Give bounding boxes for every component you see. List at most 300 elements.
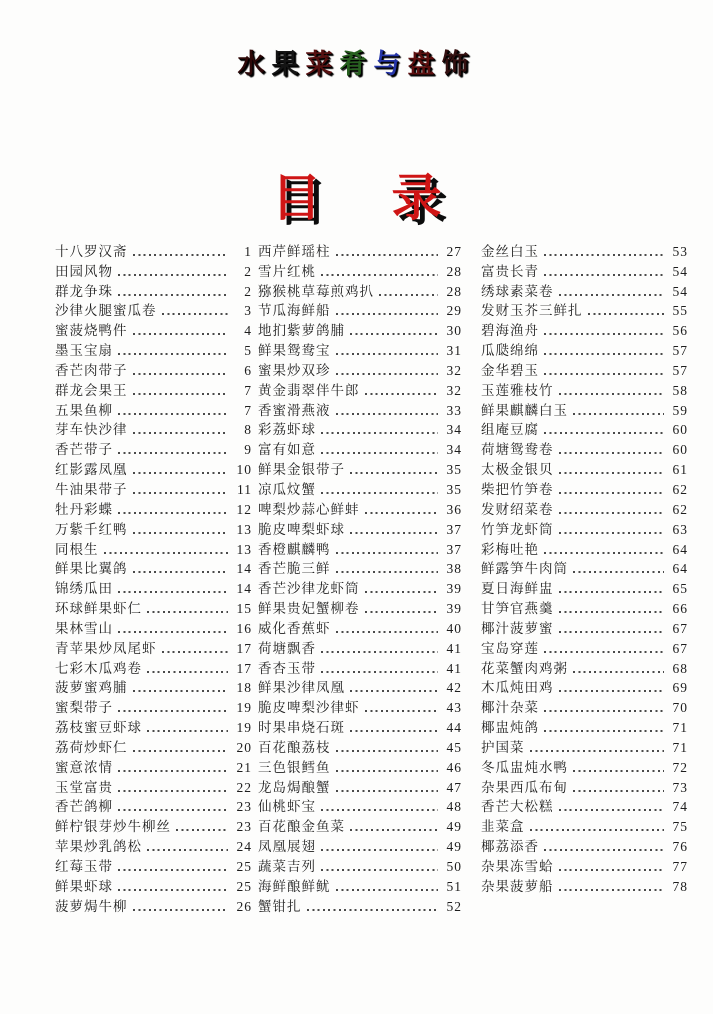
toc-dot-leader (133, 570, 229, 573)
toc-dot-leader (379, 293, 438, 296)
toc-dot-leader (176, 828, 228, 831)
toc-page-number: 36 (446, 501, 462, 517)
toc-dot-leader (350, 531, 438, 534)
toc-entry (55, 538, 252, 558)
toc-entry-title: 杂果菠萝船 (481, 878, 554, 894)
toc-entry (258, 339, 462, 359)
toc-page-number: 72 (672, 759, 688, 775)
toc-dot-leader (559, 590, 665, 593)
toc-dot-leader (321, 451, 438, 454)
toc-page-number: 58 (672, 382, 688, 398)
toc-dot-leader (162, 650, 229, 653)
toc-page-number: 56 (672, 323, 688, 339)
toc-entry-title: 绣球素菜卷 (481, 283, 554, 299)
toc-dot-leader (573, 412, 664, 415)
toc-entry-title: 香芒鸽柳 (55, 799, 113, 815)
toc-entry (481, 478, 688, 498)
toc-dot-leader (559, 808, 665, 811)
toc-entry (55, 458, 252, 478)
toc-entry-title: 节瓜海鲜船 (258, 303, 331, 319)
toc-entry (481, 518, 688, 538)
toc-dot-leader (365, 709, 439, 712)
toc-page-number: 61 (672, 462, 688, 478)
toc-page-number: 51 (446, 878, 462, 894)
toc-page-number: 30 (446, 323, 462, 339)
toc-entry (481, 696, 688, 716)
toc-page-number: 77 (672, 859, 688, 874)
toc-entry (55, 855, 252, 875)
toc-entry-title: 冬瓜盅炖水鸭 (481, 759, 568, 775)
toc-dot-leader (336, 570, 439, 573)
toc-dot-leader (588, 312, 665, 315)
toc-dot-leader (147, 848, 228, 851)
toc-page-number: 15 (236, 601, 252, 617)
toc-dot-leader (336, 551, 439, 554)
toc-entry (258, 815, 462, 835)
toc-entry-title: 木瓜炖田鸡 (481, 680, 554, 696)
toc-entry (481, 835, 688, 855)
toc-page-number: 41 (446, 640, 462, 656)
toc-page-number: 18 (236, 680, 252, 696)
toc-dot-leader (350, 332, 438, 335)
toc-page-number: 7 (244, 382, 252, 398)
toc-entry (55, 776, 252, 796)
toc-entry-title: 鲜果鸳鸯宝 (258, 343, 331, 359)
toc-page-number: 37 (446, 521, 462, 537)
toc-dot-leader (559, 511, 665, 514)
toc-page-number: 37 (446, 541, 462, 557)
toc-dot-leader (133, 431, 229, 434)
toc-page-number: 76 (672, 839, 688, 855)
toc-entry-title: 龙岛焗酿蟹 (258, 779, 331, 795)
toc-page-number: 74 (672, 799, 688, 815)
toc-entry (55, 438, 252, 458)
toc-page-number: 8 (244, 422, 252, 438)
book-title-char: 菜 (305, 49, 340, 79)
toc-page-number: 13 (236, 541, 252, 557)
toc-page-number: 4 (244, 323, 252, 339)
toc-dot-leader (133, 689, 229, 692)
toc-entry (55, 597, 252, 617)
toc-entry-title: 香芒带子 (55, 442, 113, 458)
toc-entry-title: 蜜梨带子 (55, 700, 113, 716)
toc-entry-title: 地扪紫萝鸽脯 (258, 323, 345, 339)
toc-entry (55, 379, 252, 399)
toc-page-number: 16 (236, 620, 252, 636)
toc-entry-title: 椰汁菠萝蜜 (481, 620, 554, 636)
toc-entry (258, 835, 462, 855)
toc-page-number: 43 (446, 700, 462, 716)
book-title-char: 果 (271, 49, 306, 79)
toc-entry-title: 田园风物 (55, 263, 113, 279)
toc-entry (481, 280, 688, 300)
toc-entry-title: 组庵豆腐 (481, 422, 539, 438)
toc-page-title (0, 158, 713, 230)
toc-entry (481, 677, 688, 697)
toc-dot-leader (118, 808, 228, 811)
toc-page-number: 70 (672, 700, 688, 716)
toc-entry-title: 十八罗汉斋 (55, 243, 128, 259)
toc-page-number: 60 (672, 422, 688, 438)
toc-entry-title: 果林雪山 (55, 620, 113, 636)
toc-entry (55, 339, 252, 359)
toc-page-number: 14 (236, 581, 252, 597)
toc-page-number: 54 (672, 263, 688, 279)
toc-entry-title: 发财玉芥三鲜扎 (481, 303, 583, 319)
toc-page-number: 39 (446, 601, 462, 617)
toc-dot-leader (118, 868, 228, 871)
toc-dot-leader (559, 451, 665, 454)
toc-entry (258, 419, 462, 439)
toc-page-number: 21 (236, 759, 252, 775)
toc-entry (481, 756, 688, 776)
toc-page-number: 78 (672, 878, 688, 894)
toc-entry (258, 379, 462, 399)
toc-entry (481, 240, 688, 260)
toc-entry-title: 香橙麒麟鸭 (258, 541, 331, 557)
toc-entry-title: 青苹果炒凤尾虾 (55, 640, 157, 656)
toc-page-number: 54 (672, 283, 688, 299)
toc-entry (55, 637, 252, 657)
toc-dot-leader (336, 412, 439, 415)
toc-column-left (55, 240, 252, 915)
toc-entry-title: 柴把竹笋卷 (481, 481, 554, 497)
toc-entry-title: 椰荔添香 (481, 839, 539, 855)
toc-dot-leader (559, 531, 665, 534)
toc-dot-leader (336, 372, 439, 375)
toc-page-number: 59 (672, 402, 688, 418)
toc-dot-leader (321, 491, 438, 494)
toc-entry-title: 杂果冻雪蛤 (481, 859, 554, 874)
toc-page-number: 39 (446, 581, 462, 597)
toc-dot-leader (559, 888, 665, 891)
toc-entry (481, 438, 688, 458)
toc-page-number: 34 (446, 422, 462, 438)
toc-entry (55, 577, 252, 597)
toc-dot-leader (118, 293, 228, 296)
toc-entry (481, 319, 688, 339)
toc-dot-leader (544, 709, 664, 712)
toc-dot-leader (147, 729, 228, 732)
toc-dot-leader (336, 630, 439, 633)
toc-entry (258, 498, 462, 518)
toc-entry (481, 776, 688, 796)
toc-entry (258, 855, 462, 875)
toc-entry-title: 猕猴桃草莓煎鸡扒 (258, 283, 374, 299)
toc-page-number: 25 (236, 859, 252, 874)
toc-dot-leader (104, 551, 229, 554)
toc-entry (481, 736, 688, 756)
toc-entry-title: 金丝白玉 (481, 243, 539, 259)
toc-page-number: 13 (236, 521, 252, 537)
toc-page-number: 67 (672, 620, 688, 636)
toc-entry (258, 518, 462, 538)
toc-dot-leader (573, 670, 664, 673)
toc-entry (258, 597, 462, 617)
toc-entry (481, 339, 688, 359)
toc-entry-title: 黄金翡翠伴牛郎 (258, 382, 360, 398)
toc-entry (258, 577, 462, 597)
toc-page-number: 44 (446, 720, 462, 736)
toc-dot-leader (133, 908, 229, 911)
toc-dot-leader (573, 789, 664, 792)
toc-entry-title: 仙桃虾宝 (258, 799, 316, 815)
toc-entry-title: 海鲜酿鲜鱿 (258, 878, 331, 894)
toc-page-number: 26 (236, 898, 252, 914)
toc-dot-leader (544, 352, 664, 355)
toc-title-char-lu: 录 (391, 170, 442, 226)
toc-page-number: 19 (236, 700, 252, 716)
toc-entry (481, 379, 688, 399)
toc-page-number: 29 (446, 303, 462, 319)
toc-page-number: 69 (672, 680, 688, 696)
toc-dot-leader (321, 431, 438, 434)
toc-page-number: 7 (244, 402, 252, 418)
toc-entry (55, 478, 252, 498)
toc-dot-leader (336, 769, 439, 772)
toc-page-number: 63 (672, 521, 688, 537)
toc-column-right (481, 240, 688, 915)
toc-entry (258, 736, 462, 756)
toc-dot-leader (133, 372, 229, 375)
toc-dot-leader (544, 253, 664, 256)
toc-entry (481, 458, 688, 478)
toc-title-char-mu: 目 (271, 170, 322, 226)
toc-entry (55, 835, 252, 855)
toc-entry (481, 875, 688, 895)
toc-entry-title: 鲜露笋牛肉筒 (481, 561, 568, 577)
toc-entry-title: 彩梅吐艳 (481, 541, 539, 557)
toc-entry (55, 300, 252, 320)
toc-entry-title: 碧海渔舟 (481, 323, 539, 339)
toc-entry (258, 895, 462, 915)
toc-entry-title: 沙律火腿蜜瓜卷 (55, 303, 157, 319)
toc-dot-leader (559, 392, 665, 395)
toc-page-number: 24 (236, 839, 252, 855)
toc-dot-leader (559, 630, 665, 633)
toc-page-number: 12 (236, 501, 252, 517)
toc-entry (258, 300, 462, 320)
toc-entry-title: 啤梨炒蒜心鲜蚌 (258, 501, 360, 517)
toc-dot-leader (118, 511, 228, 514)
toc-entry (481, 558, 688, 578)
toc-page-number: 65 (672, 581, 688, 597)
toc-page-number: 60 (672, 442, 688, 458)
toc-page-number: 64 (672, 561, 688, 577)
toc-entry (258, 657, 462, 677)
toc-dot-leader (133, 392, 229, 395)
toc-entry-title: 富贵长青 (481, 263, 539, 279)
toc-dot-leader (544, 551, 664, 554)
toc-dot-leader (133, 531, 229, 534)
toc-entry-title: 蔬菜吉列 (258, 859, 316, 874)
toc-dot-leader (559, 689, 665, 692)
toc-dot-leader (118, 789, 228, 792)
toc-page-number: 2 (244, 263, 252, 279)
toc-entry-title: 群龙争珠 (55, 283, 113, 299)
toc-entry (258, 875, 462, 895)
toc-dot-leader (559, 293, 665, 296)
toc-dot-leader (365, 511, 439, 514)
toc-entry (55, 875, 252, 895)
toc-page-number: 53 (672, 243, 688, 259)
toc-dot-leader (350, 689, 438, 692)
toc-entry (258, 478, 462, 498)
toc-dot-leader (321, 848, 438, 851)
toc-dot-leader (147, 610, 228, 613)
toc-entry (481, 419, 688, 439)
toc-page-number: 38 (446, 561, 462, 577)
toc-page-number: 47 (446, 779, 462, 795)
toc-dot-leader (118, 352, 228, 355)
toc-entry-title: 百花酿金鱼菜 (258, 819, 345, 835)
toc-entry-title: 鲜果虾球 (55, 878, 113, 894)
toc-dot-leader (336, 888, 439, 891)
toc-page-number: 32 (446, 362, 462, 378)
toc-entry-title: 同根生 (55, 541, 99, 557)
toc-entry-title: 荔枝蜜豆虾球 (55, 720, 142, 736)
toc-dot-leader (321, 808, 438, 811)
toc-entry-title: 香芒沙律龙虾筒 (258, 581, 360, 597)
toc-entry-title: 杂果西瓜布甸 (481, 779, 568, 795)
toc-entry (55, 518, 252, 538)
toc-entry-title: 蜜菠烧鸭件 (55, 323, 128, 339)
toc-dot-leader (133, 471, 229, 474)
toc-entry (55, 419, 252, 439)
toc-entry (55, 280, 252, 300)
toc-entry (258, 617, 462, 637)
toc-entry-title: 万紫千红鸭 (55, 521, 128, 537)
toc-dot-leader (133, 332, 229, 335)
toc-entry (55, 716, 252, 736)
toc-entry-title: 韭菜盒 (481, 819, 525, 835)
toc-entry (258, 438, 462, 458)
toc-dot-leader (544, 848, 664, 851)
toc-entry-title: 凤凰展翅 (258, 839, 316, 855)
toc-page-number: 32 (446, 382, 462, 398)
toc-entry-title: 富有如意 (258, 442, 316, 458)
toc-entry (55, 796, 252, 816)
toc-entry-title: 鲜果金银带子 (258, 462, 345, 478)
toc-entry-title: 花菜蟹肉鸡粥 (481, 660, 568, 676)
toc-entry-title: 香杏玉带 (258, 660, 316, 676)
toc-entry (55, 815, 252, 835)
toc-entry-title: 鲜果沙律凤凰 (258, 680, 345, 696)
toc-page-number: 3 (244, 303, 252, 319)
toc-entry-title: 荔荷炒虾仁 (55, 739, 128, 755)
toc-page-number: 71 (672, 739, 688, 755)
toc-dot-leader (336, 789, 439, 792)
toc-entry (55, 696, 252, 716)
toc-page-number: 42 (446, 680, 462, 696)
toc-page-number: 57 (672, 362, 688, 378)
toc-page-number: 10 (236, 462, 252, 478)
toc-entry-title: 牛油果带子 (55, 481, 128, 497)
toc-entry (258, 637, 462, 657)
toc-dot-leader (307, 908, 439, 911)
book-title-char: 盘 (407, 49, 442, 79)
toc-entry-title: 西芹鲜瑶柱 (258, 243, 331, 259)
toc-entry (55, 657, 252, 677)
toc-entry (55, 677, 252, 697)
toc-dot-leader (544, 332, 664, 335)
toc-entry-title: 荷塘飘香 (258, 640, 316, 656)
toc-dot-leader (559, 610, 665, 613)
toc-dot-leader (365, 590, 439, 593)
toc-dot-leader (133, 749, 229, 752)
toc-dot-leader (118, 273, 228, 276)
toc-dot-leader (118, 769, 228, 772)
toc-entry (481, 716, 688, 736)
toc-dot-leader (321, 670, 438, 673)
toc-dot-leader (544, 273, 664, 276)
toc-entry-title: 蟹钳扎 (258, 898, 302, 914)
toc-entry-title: 凉瓜炆蟹 (258, 481, 316, 497)
toc-entry (481, 796, 688, 816)
toc-entry (258, 696, 462, 716)
toc-entry-title: 苹果炒乳鸽松 (55, 839, 142, 855)
toc-entry (481, 855, 688, 875)
toc-page-number: 50 (446, 859, 462, 874)
toc-dot-leader (559, 491, 665, 494)
toc-page-number: 14 (236, 561, 252, 577)
toc-entry-title: 金华碧玉 (481, 362, 539, 378)
toc-entry-title: 发财绍菜卷 (481, 501, 554, 517)
toc-page-number: 67 (672, 640, 688, 656)
toc-entry-title: 菠萝焗牛柳 (55, 898, 128, 914)
toc-entry (55, 617, 252, 637)
toc-page-number: 68 (672, 660, 688, 676)
toc-page-number: 28 (446, 283, 462, 299)
toc-entry (481, 597, 688, 617)
toc-page-number: 28 (446, 263, 462, 279)
toc-entry (258, 319, 462, 339)
toc-dot-leader (118, 888, 228, 891)
toc-entry-title: 锦绣瓜田 (55, 581, 113, 597)
toc-dot-leader (365, 392, 439, 395)
toc-dot-leader (336, 352, 439, 355)
toc-entry-title: 玉莲雅枝竹 (481, 382, 554, 398)
toc-page-number: 33 (446, 402, 462, 418)
toc-entry-title: 牡丹彩蝶 (55, 501, 113, 517)
toc-dot-leader (530, 828, 665, 831)
toc-entry (258, 359, 462, 379)
toc-entry-title: 墨玉宝扇 (55, 343, 113, 359)
toc-entry (258, 756, 462, 776)
toc-dot-leader (147, 670, 228, 673)
toc-page-number: 5 (244, 343, 252, 359)
toc-entry (55, 558, 252, 578)
toc-entry-title: 芽车快沙律 (55, 422, 128, 438)
toc-entry-title: 脆皮啤梨虾球 (258, 521, 345, 537)
toc-dot-leader (321, 650, 438, 653)
toc-page-number: 41 (446, 660, 462, 676)
toc-entry (55, 895, 252, 915)
toc-entry (481, 399, 688, 419)
toc-dot-leader (336, 312, 439, 315)
toc-page-number: 34 (446, 442, 462, 458)
toc-entry-title: 太极金银贝 (481, 462, 554, 478)
toc-page-number: 62 (672, 501, 688, 517)
toc-dot-leader (544, 431, 664, 434)
toc-entry-title: 蜜果炒双珍 (258, 362, 331, 378)
toc-page-number: 49 (446, 819, 462, 835)
toc-dot-leader (365, 610, 439, 613)
toc-page-number: 71 (672, 720, 688, 736)
toc-entry (55, 736, 252, 756)
toc-dot-leader (350, 828, 438, 831)
toc-page-number: 35 (446, 481, 462, 497)
